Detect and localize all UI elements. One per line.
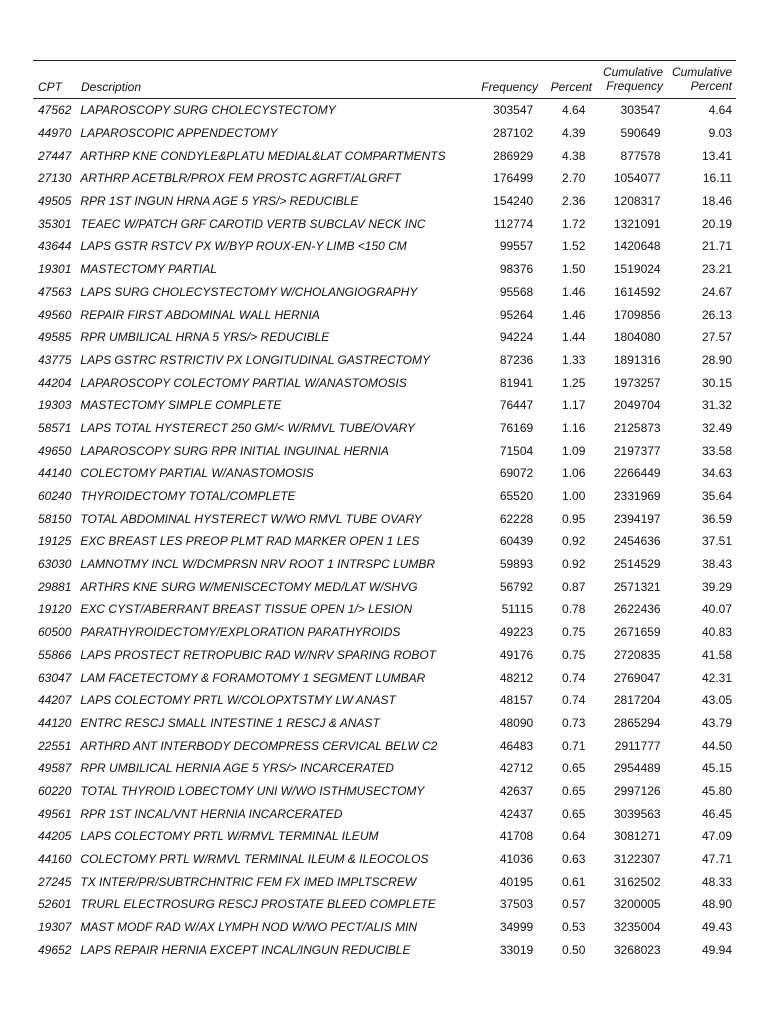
table-row <box>33 734 736 757</box>
table-row <box>33 553 736 576</box>
cumulative-frequency: 2954489 <box>613 761 661 776</box>
cpt-code: 49652 <box>38 942 72 957</box>
frequency: 154240 <box>493 194 534 209</box>
frequency: 56792 <box>499 579 534 594</box>
table-row <box>33 99 736 122</box>
cpt-code: 43644 <box>38 239 72 254</box>
table-row <box>33 530 736 553</box>
description: EXC CYST/ABERRANT BREAST TISSUE OPEN 1/> LESION <box>80 602 413 617</box>
description: COLECTOMY PRTL W/RMVL TERMINAL ILEUM & ILEOCOLOS <box>80 852 429 867</box>
table-row <box>33 507 736 530</box>
cumulative-percent: 30.15 <box>701 375 732 390</box>
cumulative-percent: 43.05 <box>701 693 732 708</box>
cumulative-percent: 47.09 <box>701 829 732 844</box>
cumulative-frequency: 3122307 <box>613 852 661 867</box>
cumulative-frequency: 3235004 <box>613 920 661 935</box>
cpt-code: 27447 <box>38 148 72 163</box>
frequency: 40195 <box>499 874 534 889</box>
description: LAPS REPAIR HERNIA EXCEPT INCAL/INGUN REDUCIBLE <box>80 942 411 957</box>
cumulative-frequency: 1891316 <box>613 352 661 367</box>
percent: 0.64 <box>562 829 586 844</box>
table-row <box>33 167 736 190</box>
table-row <box>33 575 736 598</box>
cumulative-percent: 9.03 <box>708 126 732 141</box>
cumulative-frequency: 2571321 <box>613 579 661 594</box>
frequency: 41036 <box>499 852 534 867</box>
header-frequency: Frequency <box>481 80 538 94</box>
cumulative-percent: 43.79 <box>701 715 732 730</box>
percent: 1.16 <box>562 420 586 435</box>
table-body <box>33 99 736 961</box>
cpt-code: 58571 <box>38 420 72 435</box>
description: RPR UMBILICAL HERNIA AGE 5 YRS/> INCARCERATED <box>80 761 394 776</box>
frequency: 48090 <box>499 715 534 730</box>
percent: 1.52 <box>562 239 586 254</box>
percent: 0.57 <box>562 897 586 912</box>
cumulative-frequency: 2817204 <box>613 693 661 708</box>
percent: 0.75 <box>562 625 586 640</box>
percent: 4.39 <box>562 126 586 141</box>
cumulative-percent: 34.63 <box>701 466 732 481</box>
percent: 2.70 <box>562 171 586 186</box>
percent: 0.78 <box>562 602 586 617</box>
cumulative-frequency: 2125873 <box>613 420 661 435</box>
cpt-code: 52601 <box>38 897 72 912</box>
cumulative-frequency: 2049704 <box>613 398 661 413</box>
frequency: 112774 <box>494 216 534 231</box>
table-row <box>33 916 736 939</box>
cumulative-percent: 45.80 <box>701 783 732 798</box>
percent: 1.00 <box>562 489 586 504</box>
table-row <box>33 394 736 417</box>
cpt-code: 44140 <box>38 466 72 481</box>
description: TX INTER/PR/SUBTRCHNTRIC FEM FX IMED IMPLTSCREW <box>80 874 417 889</box>
description: LAPS TOTAL HYSTERECT 250 GM/< W/RMVL TUBE/OVARY <box>80 420 415 435</box>
cumulative-frequency: 3162502 <box>613 874 661 889</box>
frequency: 42712 <box>499 761 534 776</box>
cumulative-frequency: 3039563 <box>613 806 661 821</box>
table-header <box>33 61 736 99</box>
header-cum-freq-line2: Frequency <box>606 79 663 93</box>
cumulative-percent: 24.67 <box>701 284 732 299</box>
header-percent: Percent <box>550 80 592 94</box>
cumulative-percent: 47.71 <box>701 852 732 867</box>
cpt-code: 44120 <box>38 715 72 730</box>
frequency: 37503 <box>499 897 534 912</box>
cumulative-percent: 37.51 <box>701 534 732 549</box>
cpt-code: 63047 <box>38 670 72 685</box>
description: LAPAROSCOPY COLECTOMY PARTIAL W/ANASTOMOSIS <box>80 375 407 390</box>
table-row <box>33 281 736 304</box>
cpt-code: 35301 <box>38 216 72 231</box>
cpt-code: 44205 <box>38 829 72 844</box>
percent: 0.65 <box>562 761 586 776</box>
table-row <box>33 712 736 735</box>
description: RPR 1ST INGUN HRNA AGE 5 YRS/> REDUCIBLE <box>80 194 359 209</box>
table-row <box>33 326 736 349</box>
table-row <box>33 485 736 508</box>
table-row <box>33 938 736 961</box>
cpt-code: 27245 <box>38 874 72 889</box>
table-row <box>33 303 736 326</box>
cumulative-frequency: 1614592 <box>613 284 661 299</box>
cumulative-frequency: 2394197 <box>613 511 661 526</box>
cumulative-percent: 49.43 <box>701 920 732 935</box>
percent: 2.36 <box>562 194 586 209</box>
cpt-code: 44207 <box>38 693 72 708</box>
table-row <box>33 802 736 825</box>
header-cumulative-frequency <box>603 65 663 93</box>
table-row <box>33 757 736 780</box>
cumulative-frequency: 590649 <box>620 126 661 141</box>
cumulative-frequency: 2720835 <box>613 647 661 662</box>
percent: 1.44 <box>562 330 586 345</box>
table-row <box>33 371 736 394</box>
frequency: 71504 <box>499 443 534 458</box>
cumulative-percent: 41.58 <box>701 647 732 662</box>
table-row <box>33 666 736 689</box>
cpt-code: 47563 <box>38 284 72 299</box>
description: TRURL ELECTROSURG RESCJ PROSTATE BLEED COMPLETE <box>80 897 436 912</box>
cumulative-frequency: 1519024 <box>613 262 661 277</box>
percent: 4.64 <box>562 103 586 118</box>
cumulative-frequency: 303547 <box>620 103 661 118</box>
cumulative-percent: 40.83 <box>701 625 732 640</box>
percent: 1.46 <box>562 307 586 322</box>
cpt-code: 29881 <box>38 579 72 594</box>
description: TOTAL ABDOMINAL HYSTERECT W/WO RMVL TUBE OVARY <box>80 511 422 526</box>
cpt-code: 60500 <box>38 625 72 640</box>
frequency: 49223 <box>499 625 534 640</box>
cpt-code: 47562 <box>38 103 72 118</box>
frequency: 48212 <box>499 670 534 685</box>
cumulative-frequency: 2454636 <box>613 534 661 549</box>
description: PARATHYROIDECTOMY/EXPLORATION PARATHYROIDS <box>80 625 401 640</box>
cumulative-frequency: 2911777 <box>614 738 661 753</box>
frequency: 87236 <box>499 352 534 367</box>
description: MAST MODF RAD W/AX LYMPH NOD W/WO PECT/ALIS MIN <box>80 920 418 935</box>
percent: 0.92 <box>562 557 586 572</box>
cumulative-percent: 46.45 <box>701 806 732 821</box>
cpt-code: 44970 <box>38 126 72 141</box>
description: ARTHRD ANT INTERBODY DECOMPRESS CERVICAL BELW C2 <box>80 738 438 753</box>
header-cumulative-percent <box>672 65 732 93</box>
cpt-code: 49650 <box>38 443 72 458</box>
description: LAMNOTMY INCL W/DCMPRSN NRV ROOT 1 INTRSPC LUMBR <box>80 557 436 572</box>
frequency: 94224 <box>499 330 534 345</box>
cumulative-frequency: 1709856 <box>613 307 661 322</box>
cumulative-frequency: 2622436 <box>613 602 661 617</box>
percent: 1.17 <box>562 398 586 413</box>
frequency: 99557 <box>499 239 534 254</box>
cpt-code: 19307 <box>38 920 72 935</box>
cpt-code: 44160 <box>38 852 72 867</box>
cumulative-frequency: 3081271 <box>613 829 661 844</box>
description: LAPAROSCOPY SURG RPR INITIAL INGUINAL HERNIA <box>80 443 389 458</box>
cpt-code: 49587 <box>38 761 72 776</box>
frequency: 287102 <box>493 126 534 141</box>
table-row <box>33 235 736 258</box>
frequency: 76169 <box>499 420 534 435</box>
table-row <box>33 644 736 667</box>
table-row <box>33 212 736 235</box>
cpt-code: 43775 <box>38 352 72 367</box>
cumulative-frequency: 1054077 <box>613 171 661 186</box>
table-row <box>33 848 736 871</box>
frequency: 81941 <box>499 375 534 390</box>
cumulative-frequency: 3200005 <box>613 897 661 912</box>
cumulative-percent: 18.46 <box>701 194 732 209</box>
description: COLECTOMY PARTIAL W/ANASTOMOSIS <box>80 466 314 481</box>
description: RPR 1ST INCAL/VNT HERNIA INCARCERATED <box>80 806 343 821</box>
percent: 0.73 <box>562 715 586 730</box>
cpt-code: 19125 <box>38 534 72 549</box>
percent: 1.25 <box>562 375 586 390</box>
description: MASTECTOMY SIMPLE COMPLETE <box>80 398 282 413</box>
cumulative-frequency: 2865294 <box>613 715 661 730</box>
cumulative-percent: 49.94 <box>701 942 732 957</box>
percent: 0.65 <box>562 806 586 821</box>
description: LAPS SURG CHOLECYSTECTOMY W/CHOLANGIOGRAPHY <box>80 284 418 299</box>
cumulative-percent: 26.13 <box>701 307 732 322</box>
frequency: 303547 <box>493 103 534 118</box>
cpt-code: 44204 <box>38 375 72 390</box>
frequency: 48157 <box>499 693 534 708</box>
cpt-code: 49561 <box>38 806 72 821</box>
cumulative-percent: 20.19 <box>701 216 732 231</box>
cumulative-percent: 48.90 <box>701 897 732 912</box>
description: LAM FACETECTOMY & FORAMOTOMY 1 SEGMENT LUMBAR <box>80 670 426 685</box>
frequency: 46483 <box>499 738 534 753</box>
frequency: 65520 <box>499 489 534 504</box>
header-cum-freq-line1: Cumulative <box>602 65 663 79</box>
table-row <box>33 825 736 848</box>
percent: 1.46 <box>562 284 586 299</box>
cumulative-percent: 40.07 <box>701 602 732 617</box>
description: REPAIR FIRST ABDOMINAL WALL HERNIA <box>80 307 320 322</box>
cumulative-percent: 38.43 <box>701 557 732 572</box>
cumulative-percent: 35.64 <box>701 489 732 504</box>
description: ARTHRP ACETBLR/PROX FEM PROSTC AGRFT/ALGRFT <box>80 171 401 186</box>
cumulative-frequency: 1420648 <box>613 239 661 254</box>
percent: 1.06 <box>562 466 586 481</box>
cumulative-frequency: 2671659 <box>613 625 661 640</box>
cpt-code: 60240 <box>38 489 72 504</box>
cumulative-frequency: 2514529 <box>613 557 661 572</box>
cpt-code: 19303 <box>38 398 72 413</box>
cumulative-percent: 42.31 <box>701 670 732 685</box>
cumulative-percent: 44.50 <box>701 738 732 753</box>
header-cum-pct-line2: Percent <box>690 79 732 93</box>
percent: 0.75 <box>562 647 586 662</box>
percent: 0.63 <box>562 852 586 867</box>
frequency: 69072 <box>499 466 534 481</box>
percent: 0.61 <box>562 874 586 889</box>
percent: 0.74 <box>562 693 586 708</box>
cpt-code: 27130 <box>38 171 72 186</box>
cpt-code: 58150 <box>38 511 72 526</box>
cumulative-frequency: 2197377 <box>613 443 661 458</box>
cumulative-frequency: 2769047 <box>613 670 661 685</box>
description: LAPAROSCOPY SURG CHOLECYSTECTOMY <box>80 103 336 118</box>
table-row <box>33 144 736 167</box>
cpt-code: 49505 <box>38 194 72 209</box>
percent: 1.09 <box>562 443 586 458</box>
cumulative-percent: 28.90 <box>701 352 732 367</box>
frequency: 42437 <box>499 806 534 821</box>
cumulative-percent: 13.41 <box>701 148 732 163</box>
frequency: 59893 <box>499 557 534 572</box>
description: THYROIDECTOMY TOTAL/COMPLETE <box>80 489 296 504</box>
percent: 1.33 <box>562 352 586 367</box>
description: LAPAROSCOPIC APPENDECTOMY <box>80 126 278 141</box>
cumulative-percent: 39.29 <box>701 579 732 594</box>
cpt-code: 19120 <box>38 602 72 617</box>
frequency: 95264 <box>499 307 534 322</box>
percent: 1.50 <box>562 262 586 277</box>
table-row <box>33 349 736 372</box>
description: LAPS GSTR RSTCV PX W/BYP ROUX-EN-Y LIMB <150 CM <box>80 239 407 254</box>
frequency: 49176 <box>499 647 534 662</box>
frequency: 176499 <box>493 171 534 186</box>
cpt-code: 49560 <box>38 307 72 322</box>
cumulative-percent: 36.59 <box>701 511 732 526</box>
cumulative-frequency: 877578 <box>620 148 661 163</box>
header-cum-pct-line1: Cumulative <box>671 65 732 79</box>
description: TEAEC W/PATCH GRF CAROTID VERTB SUBCLAV NECK INC <box>80 216 426 231</box>
cumulative-percent: 21.71 <box>701 239 732 254</box>
table-row <box>33 780 736 803</box>
cumulative-percent: 27.57 <box>701 330 732 345</box>
table-row <box>33 122 736 145</box>
cumulative-frequency: 2997126 <box>613 783 661 798</box>
table-row <box>33 417 736 440</box>
percent: 0.95 <box>562 511 586 526</box>
frequency: 51115 <box>501 602 534 617</box>
cumulative-frequency: 2266449 <box>613 466 661 481</box>
cumulative-percent: 33.58 <box>701 443 732 458</box>
description: ARTHRS KNE SURG W/MENISCECTOMY MED/LAT W/SHVG <box>80 579 418 594</box>
cpt-code: 60220 <box>38 783 72 798</box>
description: RPR UMBILICAL HRNA 5 YRS/> REDUCIBLE <box>80 330 330 345</box>
table-row <box>33 893 736 916</box>
percent: 0.92 <box>562 534 586 549</box>
cpt-frequency-table <box>33 60 736 961</box>
table-row <box>33 190 736 213</box>
table-row <box>33 439 736 462</box>
table-row <box>33 598 736 621</box>
cpt-code: 63030 <box>38 557 72 572</box>
description: MASTECTOMY PARTIAL <box>80 262 217 277</box>
frequency: 62228 <box>499 511 534 526</box>
frequency: 60439 <box>499 534 534 549</box>
cpt-code: 55866 <box>38 647 72 662</box>
description: ARTHRP KNE CONDYLE&PLATU MEDIAL&LAT COMPARTMENTS <box>80 148 446 163</box>
cumulative-percent: 23.21 <box>701 262 732 277</box>
cumulative-frequency: 1321091 <box>613 216 661 231</box>
cumulative-percent: 32.49 <box>701 420 732 435</box>
cpt-code: 49585 <box>38 330 72 345</box>
frequency: 33019 <box>499 942 534 957</box>
description: LAPS COLECTOMY PRTL W/COLOPXTSTMY LW ANAST <box>80 693 396 708</box>
percent: 1.72 <box>562 216 586 231</box>
header-cpt: CPT <box>38 80 62 94</box>
table-row <box>33 689 736 712</box>
cpt-code: 19301 <box>38 262 72 277</box>
description: LAPS COLECTOMY PRTL W/RMVL TERMINAL ILEUM <box>80 829 379 844</box>
table-row <box>33 258 736 281</box>
cumulative-percent: 31.32 <box>701 398 732 413</box>
table-row <box>33 870 736 893</box>
description: ENTRC RESCJ SMALL INTESTINE 1 RESCJ & ANAST <box>80 715 380 730</box>
table-row <box>33 621 736 644</box>
frequency: 286929 <box>493 148 534 163</box>
percent: 0.87 <box>562 579 586 594</box>
percent: 0.65 <box>562 783 586 798</box>
cumulative-percent: 48.33 <box>701 874 732 889</box>
percent: 4.38 <box>562 148 586 163</box>
percent: 0.53 <box>562 920 586 935</box>
frequency: 95568 <box>499 284 534 299</box>
cumulative-percent: 16.11 <box>702 171 732 186</box>
cumulative-frequency: 2331969 <box>613 489 661 504</box>
cumulative-percent: 45.15 <box>701 761 732 776</box>
description: TOTAL THYROID LOBECTOMY UNI W/WO ISTHMUSECTOMY <box>80 783 425 798</box>
frequency: 34999 <box>499 920 534 935</box>
frequency: 98376 <box>499 262 534 277</box>
frequency: 42637 <box>499 783 534 798</box>
cumulative-frequency: 1804080 <box>613 330 661 345</box>
header-description: Description <box>81 80 142 94</box>
table-row <box>33 462 736 485</box>
frequency: 76447 <box>499 398 534 413</box>
cumulative-frequency: 1973257 <box>613 375 661 390</box>
description: LAPS GSTRC RSTRICTIV PX LONGITUDINAL GASTRECTOMY <box>80 352 431 367</box>
cumulative-percent: 4.64 <box>708 103 732 118</box>
description: EXC BREAST LES PREOP PLMT RAD MARKER OPEN 1 LES <box>80 534 420 549</box>
cpt-code: 22551 <box>38 738 72 753</box>
cumulative-frequency: 1208317 <box>613 194 661 209</box>
percent: 0.71 <box>562 738 586 753</box>
cumulative-frequency: 3268023 <box>613 942 661 957</box>
percent: 0.50 <box>562 942 586 957</box>
frequency: 41708 <box>499 829 534 844</box>
percent: 0.74 <box>562 670 586 685</box>
description: LAPS PROSTECT RETROPUBIC RAD W/NRV SPARING ROBOT <box>80 647 436 662</box>
